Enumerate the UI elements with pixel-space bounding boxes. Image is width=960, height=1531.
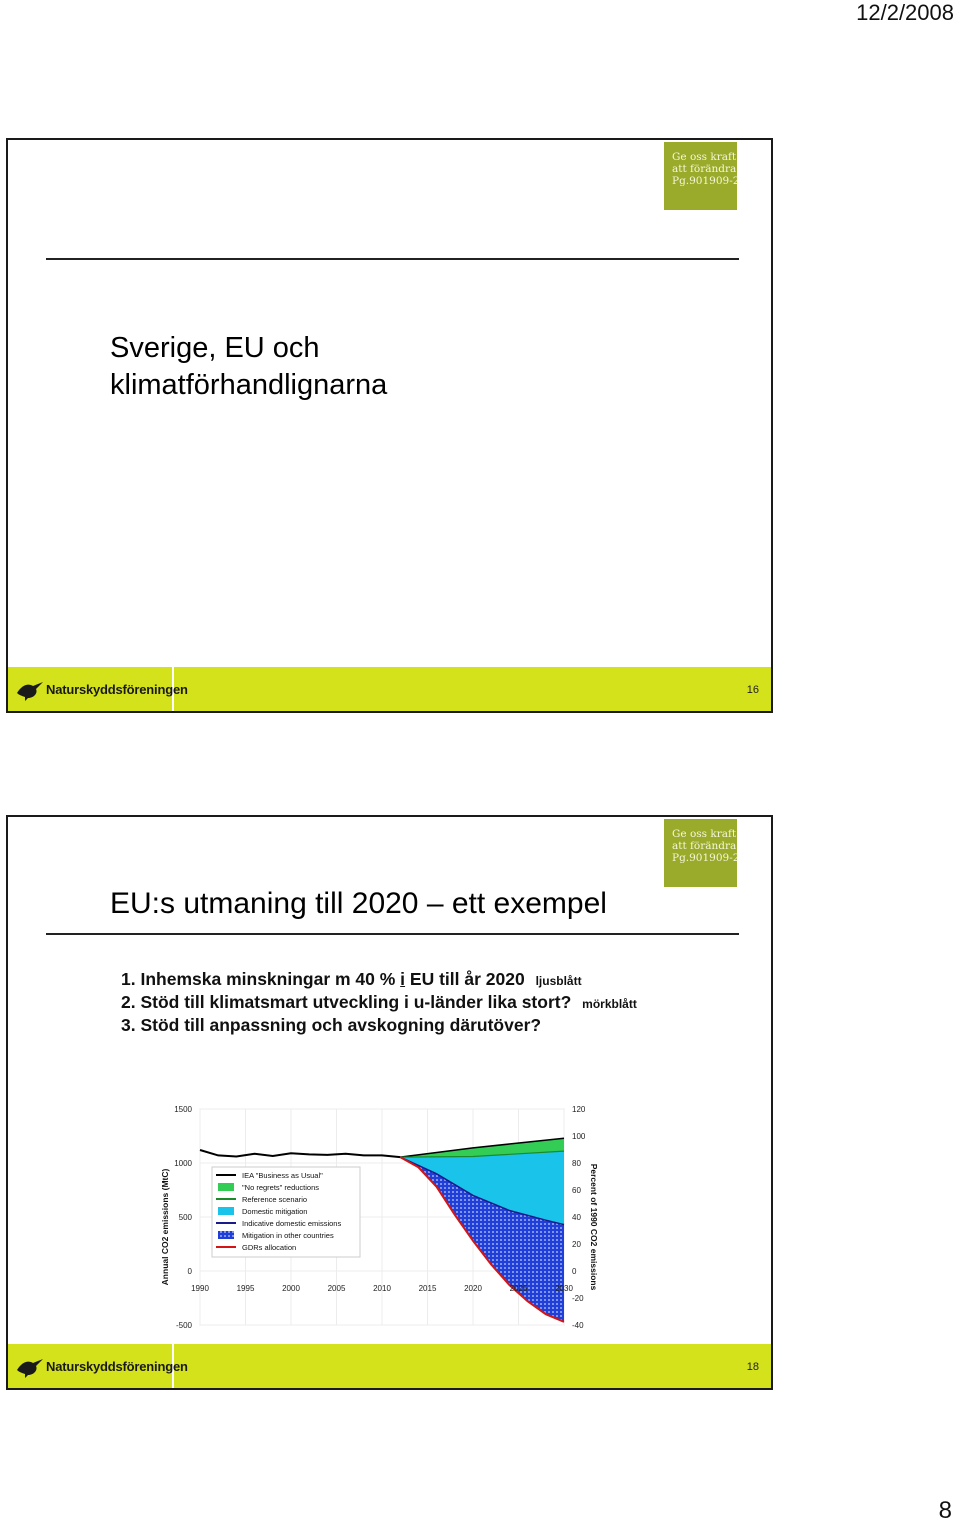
y2-tick-label: -20: [572, 1294, 584, 1303]
slide-title: EU:s utmaning till 2020 – ett exempel: [110, 887, 607, 920]
y-tick-label: 500: [178, 1213, 192, 1222]
document-page-number: 8: [938, 1497, 952, 1524]
document-date: 12/2/2008: [856, 0, 954, 25]
y2-tick-label: 80: [572, 1159, 581, 1168]
y2-tick-label: 120: [572, 1105, 586, 1114]
x-tick-label: 1995: [236, 1284, 255, 1293]
legend-label: Indicative domestic emissions: [242, 1219, 342, 1228]
naturskyddsforeningen-logo: [8, 1344, 188, 1388]
y2-tick-label: 20: [572, 1240, 581, 1249]
x-tick-label: 2030: [555, 1284, 573, 1293]
legend-label: Mitigation in other countries: [242, 1231, 334, 1240]
logo-text: Naturskyddsföreningen: [46, 1359, 188, 1374]
y-tick-label: 1000: [174, 1159, 192, 1168]
y2-tick-label: 60: [572, 1186, 581, 1195]
item-text: Stöd till anpassning och avskogning därutöver?: [140, 1015, 542, 1035]
badge-line: att förändra: [672, 163, 737, 175]
x-tick-label: 2025: [509, 1284, 528, 1293]
x-tick-label: 2005: [327, 1284, 346, 1293]
slide-title-line: klimatförhandlignarna: [110, 369, 388, 401]
y2-axis-title: Percent of 1990 CO2 emissions: [589, 1163, 599, 1291]
x-tick-label: 2020: [464, 1284, 482, 1293]
slide-number: 18: [746, 1361, 759, 1373]
bird-icon: [16, 1356, 44, 1378]
chart-legend: [212, 1167, 360, 1257]
y2-tick-label: 40: [572, 1213, 581, 1222]
y-tick-label: 1500: [174, 1105, 192, 1114]
title-rule: [46, 258, 739, 260]
challenge-list: [121, 969, 637, 1036]
slide-number: 16: [746, 684, 759, 696]
list-item: [121, 992, 637, 1015]
legend-label: GDRs allocation: [242, 1243, 297, 1252]
item-underlined-text: i: [400, 969, 406, 989]
slide-title-line: Sverige, EU och: [110, 332, 320, 364]
y-axis-title: Annual CO2 emissions (MtC): [160, 1168, 170, 1286]
logo-text: Naturskyddsföreningen: [46, 682, 188, 697]
item-text: EU till år 2020: [405, 969, 525, 989]
legend-label: IEA "Business as Usual": [242, 1171, 323, 1180]
y-tick-label: 0: [187, 1267, 192, 1276]
item-note: mörkblått: [582, 997, 637, 1011]
badge-line: Pg.901909-2: [672, 175, 740, 187]
badge-line: att förändra: [672, 840, 737, 852]
item-number: 2.: [121, 992, 136, 1012]
item-text: Inhemska minskningar m 40 %: [140, 969, 401, 989]
legend-swatch: [218, 1207, 234, 1215]
x-tick-label: 2015: [418, 1284, 437, 1293]
list-item: [121, 1015, 637, 1036]
item-text: Stöd till klimatsmart utveckling i u-länder lika stort?: [140, 992, 572, 1012]
title-rule: [46, 933, 739, 935]
naturskyddsforeningen-logo: [8, 667, 188, 711]
slide-18: [6, 815, 773, 1390]
y2-tick-label: 0: [572, 1267, 577, 1276]
legend-label: Reference scenario: [242, 1195, 308, 1204]
legend-swatch: [218, 1183, 234, 1191]
legend-label: "No regrets" reductions: [242, 1183, 320, 1192]
x-tick-label: 2010: [373, 1284, 391, 1293]
badge-line: Pg.901909-2: [672, 852, 740, 864]
campaign-badge: [664, 819, 740, 887]
y2-tick-label: 100: [572, 1132, 586, 1141]
bird-icon: [16, 679, 44, 701]
x-tick-label: 2000: [282, 1284, 300, 1293]
slide-title: [110, 330, 387, 404]
legend-label: Domestic mitigation: [242, 1207, 308, 1216]
list-item: [121, 969, 637, 992]
y2-tick-label: -40: [572, 1321, 584, 1329]
item-number: 3.: [121, 1015, 136, 1035]
item-note: ljusblått: [535, 974, 582, 988]
campaign-badge: [664, 142, 740, 210]
emissions-chart: [148, 1099, 628, 1329]
item-number: 1.: [121, 969, 136, 989]
slide-footer: [8, 667, 771, 711]
y-tick-label: -500: [175, 1321, 192, 1329]
slide-footer: [8, 1344, 771, 1388]
badge-line: Ge oss kraft: [672, 828, 737, 840]
x-tick-label: 1990: [191, 1284, 209, 1293]
slide-16: [6, 138, 773, 713]
badge-line: Ge oss kraft: [672, 151, 737, 163]
legend-swatch: [218, 1231, 234, 1239]
